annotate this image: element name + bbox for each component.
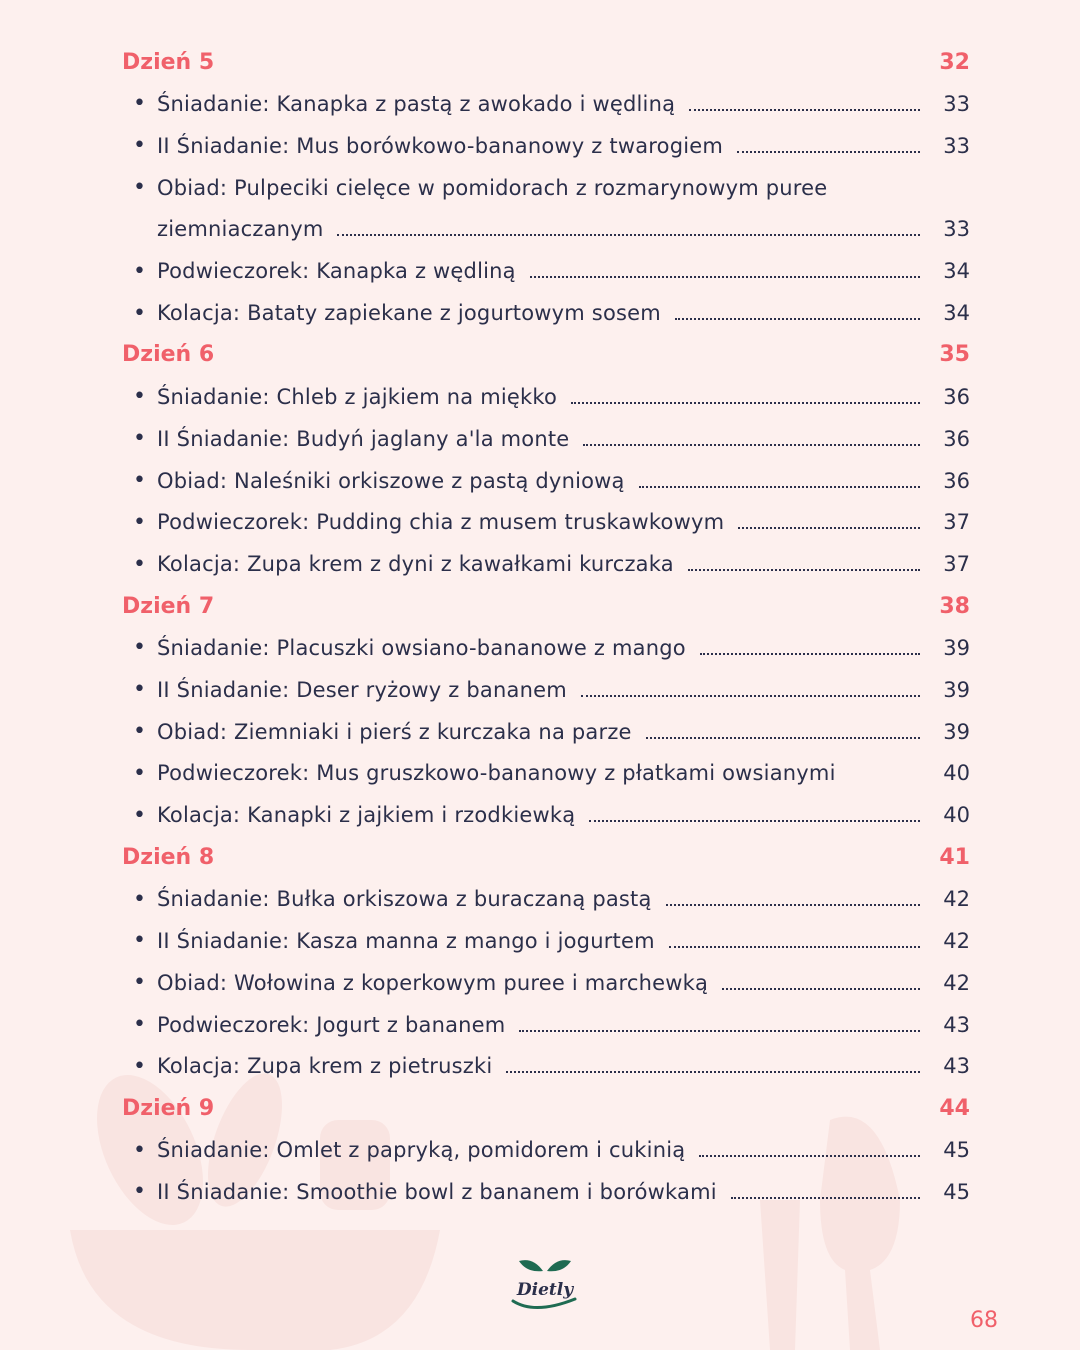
dot-leader	[700, 653, 920, 655]
day-heading-row	[0, 41, 1080, 83]
item-title: Śniadanie: Chleb z jajkiem na miękko	[157, 384, 558, 409]
item-entry	[157, 510, 920, 534]
bullet: •	[133, 635, 146, 661]
item-title: Kolacja: Zupa krem z dyni z kawałkami kurczaka	[157, 552, 674, 577]
list-item	[0, 627, 1080, 669]
dot-leader	[337, 234, 920, 236]
item-entry	[157, 301, 920, 325]
item-page-number: 39	[943, 635, 970, 660]
item-title-continuation: ziemniaczanym	[157, 217, 324, 242]
dot-leader	[731, 1197, 920, 1199]
item-page-number: 34	[943, 301, 970, 326]
item-entry	[157, 134, 920, 158]
bullet: •	[133, 551, 146, 577]
dot-leader	[583, 444, 920, 446]
bullet: •	[133, 258, 146, 284]
item-page-number: 36	[943, 468, 970, 493]
item-entry	[157, 678, 920, 702]
item-title: II Śniadanie: Deser ryżowy z bananem	[157, 677, 567, 702]
dot-leader	[689, 109, 920, 111]
item-title: Śniadanie: Omlet z papryką, pomidorem i cukinią	[157, 1138, 686, 1163]
list-item	[0, 543, 1080, 585]
bullet: •	[133, 509, 146, 535]
list-item	[0, 711, 1080, 753]
page-number: 68	[970, 1308, 998, 1333]
list-item	[0, 669, 1080, 711]
bullet: •	[133, 468, 146, 493]
list-item-continuation	[0, 208, 1080, 250]
dot-leader	[737, 151, 920, 153]
list-item	[0, 1004, 1080, 1046]
item-entry	[157, 887, 920, 911]
list-item	[0, 1171, 1080, 1213]
item-page-number: 45	[943, 1138, 970, 1163]
day-heading-row	[0, 836, 1080, 878]
item-title: II Śniadanie: Budyń jaglany a'la monte	[157, 426, 570, 451]
item-entry	[157, 217, 920, 241]
bullet: •	[133, 802, 146, 828]
item-entry	[157, 720, 920, 744]
day-title: Dzień 9	[122, 1095, 215, 1121]
dot-leader	[675, 318, 920, 320]
dot-leader	[639, 486, 920, 488]
day-title: Dzień 5	[122, 49, 215, 75]
svg-text:Dietly: Dietly	[516, 1280, 574, 1300]
dot-leader	[666, 904, 920, 906]
day-page-number: 41	[939, 844, 970, 870]
bullet: •	[133, 677, 146, 703]
item-entry	[157, 552, 920, 576]
bullet: •	[133, 1012, 146, 1038]
bullet: •	[133, 133, 146, 159]
dot-leader	[530, 276, 920, 278]
item-page-number: 36	[943, 384, 970, 409]
item-title: Obiad: Wołowina z koperkowym puree i marchewką	[157, 970, 709, 995]
dietly-logo	[505, 1255, 585, 1317]
bullet: •	[133, 300, 146, 326]
bullet: •	[133, 91, 146, 117]
dot-leader	[699, 1155, 920, 1157]
item-page-number: 43	[943, 1012, 970, 1037]
item-page-number: 33	[943, 217, 970, 242]
item-entry	[157, 929, 920, 953]
item-page-number: 36	[943, 426, 970, 451]
item-entry	[157, 636, 920, 660]
item-page-number: 39	[943, 677, 970, 702]
item-title: II Śniadanie: Kasza manna z mango i jogurtem	[157, 928, 655, 953]
item-page-number: 39	[943, 719, 970, 744]
item-title: Podwieczorek: Pudding chia z musem truskawkowym	[157, 510, 725, 535]
item-title: Obiad: Pulpeciki cielęce w pomidorach z rozmarynowym puree	[157, 175, 828, 200]
bullet: •	[133, 426, 146, 452]
dot-leader	[506, 1071, 920, 1073]
item-page-number: 37	[943, 552, 970, 577]
list-item	[0, 501, 1080, 543]
list-item	[0, 83, 1080, 125]
item-title: Śniadanie: Placuszki owsiano-bananowe z mango	[157, 635, 686, 660]
item-entry	[157, 469, 920, 493]
dot-leader	[669, 946, 920, 948]
item-page-number: 37	[943, 510, 970, 535]
item-entry	[157, 803, 920, 827]
item-entry	[157, 427, 920, 451]
list-item	[0, 125, 1080, 167]
day-page-number: 32	[939, 49, 970, 75]
list-item	[0, 962, 1080, 1004]
list-item	[0, 752, 1080, 794]
dot-leader	[519, 1030, 920, 1032]
item-page-number: 42	[943, 928, 970, 953]
bullet: •	[133, 175, 146, 201]
item-entry	[157, 1138, 920, 1162]
item-title: Podwieczorek: Jogurt z bananem	[157, 1012, 506, 1037]
list-item	[0, 460, 1080, 502]
bullet: •	[133, 1053, 146, 1079]
dot-leader	[688, 569, 920, 571]
day-title: Dzień 6	[122, 342, 215, 368]
item-entry	[157, 971, 920, 995]
list-item	[0, 292, 1080, 334]
item-page-number: 40	[943, 761, 970, 786]
list-item	[0, 376, 1080, 418]
bullet: •	[133, 760, 146, 786]
list-item	[0, 878, 1080, 920]
dot-leader	[589, 820, 920, 822]
day-title: Dzień 7	[122, 593, 215, 619]
item-page-number: 42	[943, 887, 970, 911]
item-title: II Śniadanie: Smoothie bowl z bananem i borówkami	[157, 1179, 717, 1204]
item-title: Śniadanie: Kanapka z pastą z awokado i wędliną	[157, 91, 676, 116]
item-entry	[157, 259, 920, 283]
dot-leader	[722, 988, 920, 990]
item-entry	[157, 1180, 920, 1204]
item-page-number: 43	[943, 1054, 970, 1079]
item-entry	[157, 385, 920, 409]
bullet: •	[133, 886, 146, 912]
list-item	[0, 794, 1080, 836]
bullet: •	[133, 1179, 146, 1205]
day-heading-row	[0, 585, 1080, 627]
bullet: •	[133, 719, 146, 745]
list-item	[0, 1129, 1080, 1171]
item-entry	[157, 1054, 920, 1078]
list-item	[0, 167, 1080, 209]
item-entry	[157, 761, 920, 785]
item-page-number: 40	[943, 803, 970, 828]
item-page-number: 34	[943, 259, 970, 284]
day-heading-row	[0, 334, 1080, 376]
bullet: •	[133, 928, 146, 954]
day-title: Dzień 8	[122, 844, 215, 870]
item-title: Podwieczorek: Kanapka z wędliną	[157, 259, 516, 284]
day-heading-row	[0, 1087, 1080, 1129]
list-item	[0, 1045, 1080, 1087]
item-title: Kolacja: Kanapki z jajkiem i rzodkiewką	[157, 803, 576, 828]
dot-leader	[581, 695, 920, 697]
bullet: •	[133, 384, 146, 410]
bullet: •	[133, 970, 146, 996]
dot-leader	[738, 527, 920, 529]
item-entry	[157, 176, 920, 200]
item-entry	[157, 92, 920, 116]
bullet: •	[133, 1137, 146, 1163]
item-title: Podwieczorek: Mus gruszkowo-bananowy z płatkami owsianymi	[157, 761, 836, 786]
list-item	[0, 418, 1080, 460]
dot-leader	[571, 402, 920, 404]
list-item	[0, 250, 1080, 292]
item-title: II Śniadanie: Mus borówkowo-bananowy z twarogiem	[157, 133, 724, 158]
dot-leader	[646, 737, 920, 739]
item-page-number: 33	[943, 133, 970, 158]
item-title: Kolacja: Bataty zapiekane z jogurtowym sosem	[157, 301, 661, 326]
item-entry	[157, 1013, 920, 1037]
day-page-number: 38	[939, 593, 970, 619]
item-page-number: 33	[943, 91, 970, 116]
day-page-number: 35	[939, 342, 970, 368]
list-item	[0, 920, 1080, 962]
item-title: Kolacja: Zupa krem z pietruszki	[157, 1054, 493, 1079]
item-page-number: 42	[943, 970, 970, 995]
day-page-number: 44	[939, 1095, 970, 1121]
item-title: Obiad: Ziemniaki i pierś z kurczaka na parze	[157, 719, 632, 744]
item-page-number: 45	[943, 1179, 970, 1204]
item-title: Śniadanie: Bułka orkiszowa z buraczaną pastą	[157, 887, 652, 911]
item-title: Obiad: Naleśniki orkiszowe z pastą dyniową	[157, 468, 625, 493]
